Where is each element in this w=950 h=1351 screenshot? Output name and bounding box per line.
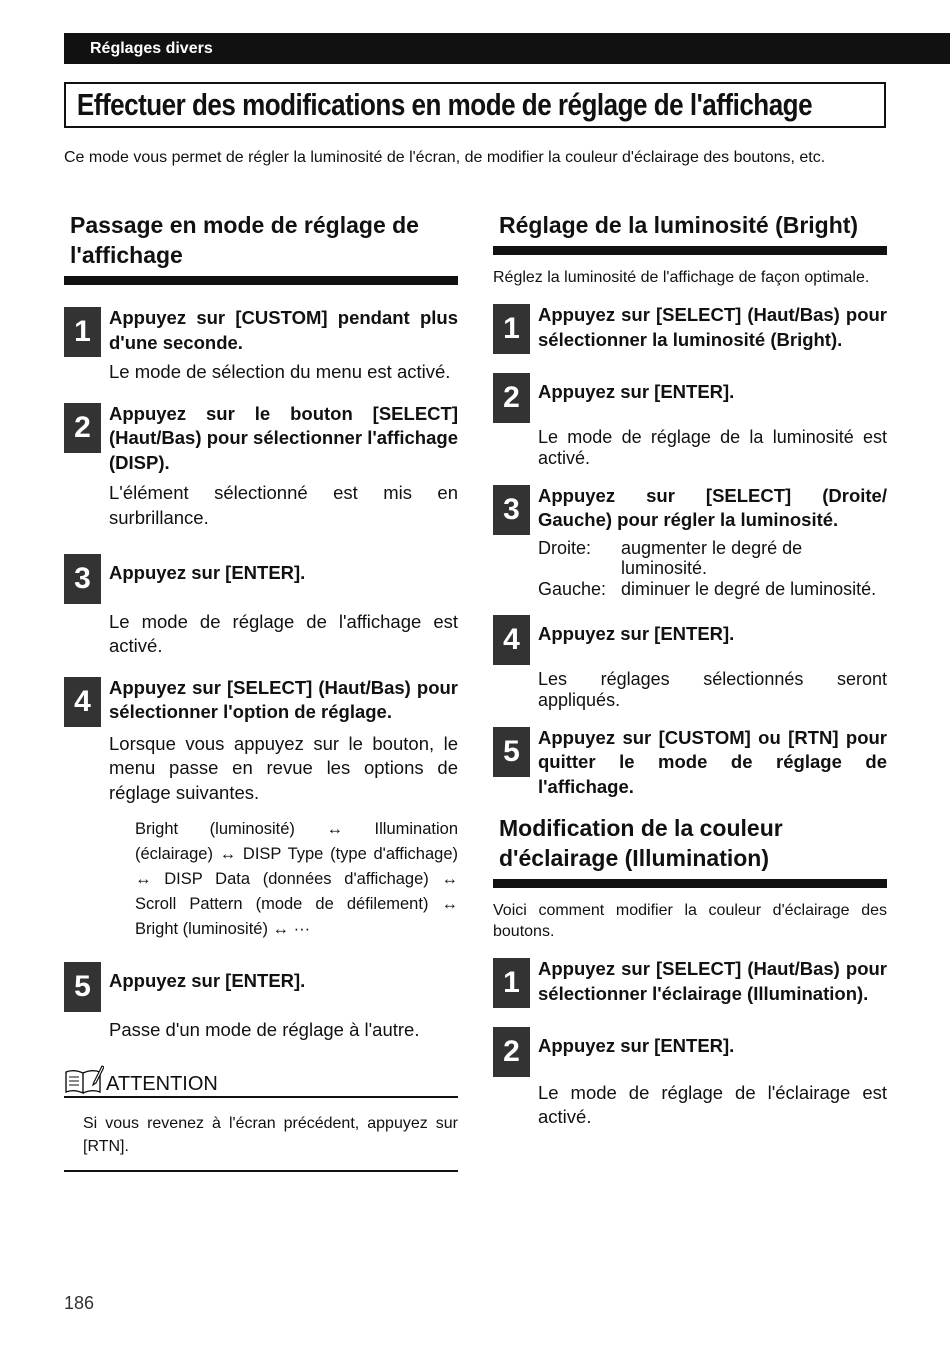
- step-title: Appuyez sur [ENTER].: [538, 1035, 735, 1056]
- section-label: Réglages divers: [90, 40, 213, 57]
- section-title-display-mode: Passage en mode de réglage de l'affichage: [64, 210, 458, 285]
- step-left-5: [64, 960, 458, 1042]
- illumination-section: [493, 813, 887, 1130]
- step-title: Appuyez sur [ENTER].: [538, 623, 735, 644]
- step-number: 4: [64, 677, 101, 727]
- step-left-1: [64, 305, 458, 385]
- step-title: Appuyez sur le bouton [SELECT] (Haut/Bas) pour sélectionner l'affichage (DISP).: [109, 402, 458, 473]
- step-body: L'élément sélectionné est mis en surbrillance.: [109, 482, 458, 528]
- step-left-3: [64, 552, 458, 659]
- section-header-bar: [64, 33, 950, 64]
- step-title: Appuyez sur [SELECT] (Haut/Bas) pour sélectionner l'option de réglage.: [109, 676, 458, 722]
- def-desc-left: diminuer le degré de luminosité.: [621, 578, 877, 599]
- step-number: 1: [64, 307, 101, 357]
- step-bright-1: [493, 302, 887, 353]
- step-body: Lorsque vous appuyez sur le bouton, le menu passe en revue les options de réglage suivantes.: [109, 732, 458, 803]
- step-bright-2: [493, 371, 887, 469]
- step-number: 4: [493, 615, 530, 665]
- step-illum-1: [493, 956, 887, 1007]
- def-term-right: Droite:: [538, 537, 592, 558]
- step-left-2: [64, 401, 458, 531]
- step-bright-5: [493, 725, 887, 800]
- settings-cycle: Bright (luminosité) ↔ Illumination (éclairage) ↔ DISP Type (type d'affichage) ↔ DISP Data (données d'affichage) ↔ Scroll Pattern (mode de défilement) ↔ Bright (luminosité) ↔ ···: [135, 820, 458, 938]
- section-title-brightness: Réglage de la luminosité (Bright): [493, 210, 887, 255]
- step-body: Passe d'un mode de réglage à l'autre.: [109, 1018, 420, 1040]
- step-left-4: [64, 675, 458, 943]
- attention-text: Si vous revenez à l'écran précédent, appuyez sur [RTN].: [64, 1098, 458, 1172]
- section-desc-illumination: Voici comment modifier la couleur d'éclairage des boutons.: [493, 902, 887, 940]
- step-body: Le mode de réglage de la luminosité est activé.: [538, 426, 887, 468]
- step-number: 2: [64, 403, 101, 453]
- step-title: Appuyez sur [SELECT] (Haut/Bas) pour sélectionner la luminosité (Bright).: [538, 304, 887, 350]
- step-number: 5: [493, 727, 530, 777]
- page-title-box: [64, 82, 886, 128]
- step-bright-4: [493, 613, 887, 711]
- step-body: Le mode de réglage de l'éclairage est activé.: [538, 1081, 887, 1127]
- step-number: 3: [493, 485, 530, 535]
- step-illum-2: [493, 1025, 887, 1130]
- step-number: 2: [493, 1027, 530, 1077]
- attention-box: [64, 1064, 458, 1172]
- book-pencil-icon: [64, 1064, 104, 1096]
- def-term-left: Gauche:: [538, 578, 607, 599]
- attention-label: ATTENTION: [106, 1073, 218, 1095]
- step-number: 2: [493, 373, 530, 423]
- step-title: Appuyez sur [CUSTOM] ou [RTN] pour quitter le mode de réglage de l'affichage.: [538, 726, 887, 797]
- step-number: 5: [64, 962, 101, 1012]
- step-body: Le mode de sélection du menu est activé.: [109, 361, 451, 382]
- step-title: Appuyez sur [ENTER].: [109, 970, 306, 991]
- intro-text: Ce mode vous permet de régler la luminosité de l'écran, de modifier la couleur d'éclairage des boutons, etc.: [64, 149, 826, 166]
- step-body: Les réglages sélectionnés seront appliqués.: [538, 668, 887, 710]
- def-desc-right: augmenter le degré de luminosité.: [621, 537, 803, 578]
- step-title: Appuyez sur [CUSTOM] pendant plus d'une seconde.: [109, 307, 458, 353]
- step-bright-3: [493, 483, 887, 600]
- step-body: Le mode de réglage de l'affichage est activé.: [109, 610, 458, 656]
- step-title: Appuyez sur [SELECT] (Droite/ Gauche) pour régler la luminosité.: [538, 484, 887, 530]
- section-desc-brightness: Réglez la luminosité de l'affichage de façon optimale.: [493, 269, 870, 286]
- step-title: Appuyez sur [ENTER].: [109, 562, 306, 583]
- step-number: 1: [493, 958, 530, 1008]
- step-title: Appuyez sur [ENTER].: [538, 381, 735, 402]
- step-number: 1: [493, 304, 530, 354]
- page-number: 186: [64, 1293, 95, 1313]
- left-column: [64, 210, 458, 1172]
- section-title-illumination: Modification de la couleur d'éclairage (Illumination): [493, 813, 887, 888]
- step-title: Appuyez sur [SELECT] (Haut/Bas) pour sélectionner l'éclairage (Illumination).: [538, 958, 887, 1004]
- direction-definitions: [538, 538, 887, 600]
- page-title: Effectuer des modifications en mode de réglage de l'affichage: [76, 87, 813, 122]
- step-number: 3: [64, 554, 101, 604]
- attention-header: [64, 1064, 458, 1098]
- right-column: [493, 210, 887, 1142]
